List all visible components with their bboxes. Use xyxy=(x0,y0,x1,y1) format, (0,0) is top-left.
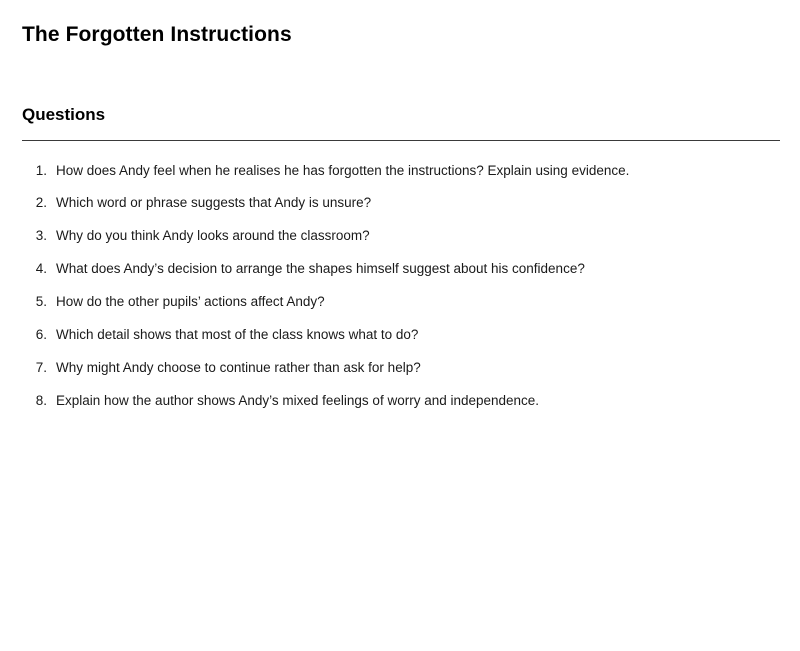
list-item xyxy=(22,163,778,180)
question-text: What does Andy’s decision to arrange the shapes himself suggest about his confidence? xyxy=(56,261,585,277)
question-number: 4. xyxy=(35,261,47,277)
list-item xyxy=(22,393,778,410)
section-heading-questions: Questions xyxy=(22,105,106,125)
question-number: 7. xyxy=(35,359,47,375)
question-text: Why might Andy choose to continue rather than ask for help? xyxy=(56,359,421,375)
list-item xyxy=(22,294,778,311)
question-text: How does Andy feel when he realises he has forgotten the instructions? Explain using evidence. xyxy=(56,162,630,178)
list-item xyxy=(22,228,778,245)
question-text: Which word or phrase suggests that Andy is unsure? xyxy=(56,195,372,211)
question-number: 2. xyxy=(35,195,47,211)
question-text: Which detail shows that most of the class knows what to do? xyxy=(56,326,419,342)
list-item xyxy=(22,327,778,344)
list-item xyxy=(22,195,778,212)
page-title: The Forgotten Instructions xyxy=(22,23,292,46)
question-number: 1. xyxy=(35,162,47,178)
list-item xyxy=(22,261,778,278)
question-number: 6. xyxy=(35,326,47,342)
question-number: 8. xyxy=(35,392,47,408)
question-text: Explain how the author shows Andy’s mixed feelings of worry and independence. xyxy=(56,392,540,408)
question-text: How do the other pupils’ actions affect Andy? xyxy=(56,294,325,310)
question-number: 3. xyxy=(35,228,47,244)
questions-list xyxy=(22,141,778,410)
list-item xyxy=(22,360,778,377)
question-number: 5. xyxy=(35,294,47,310)
question-text: Why do you think Andy looks around the classroom? xyxy=(56,228,370,244)
